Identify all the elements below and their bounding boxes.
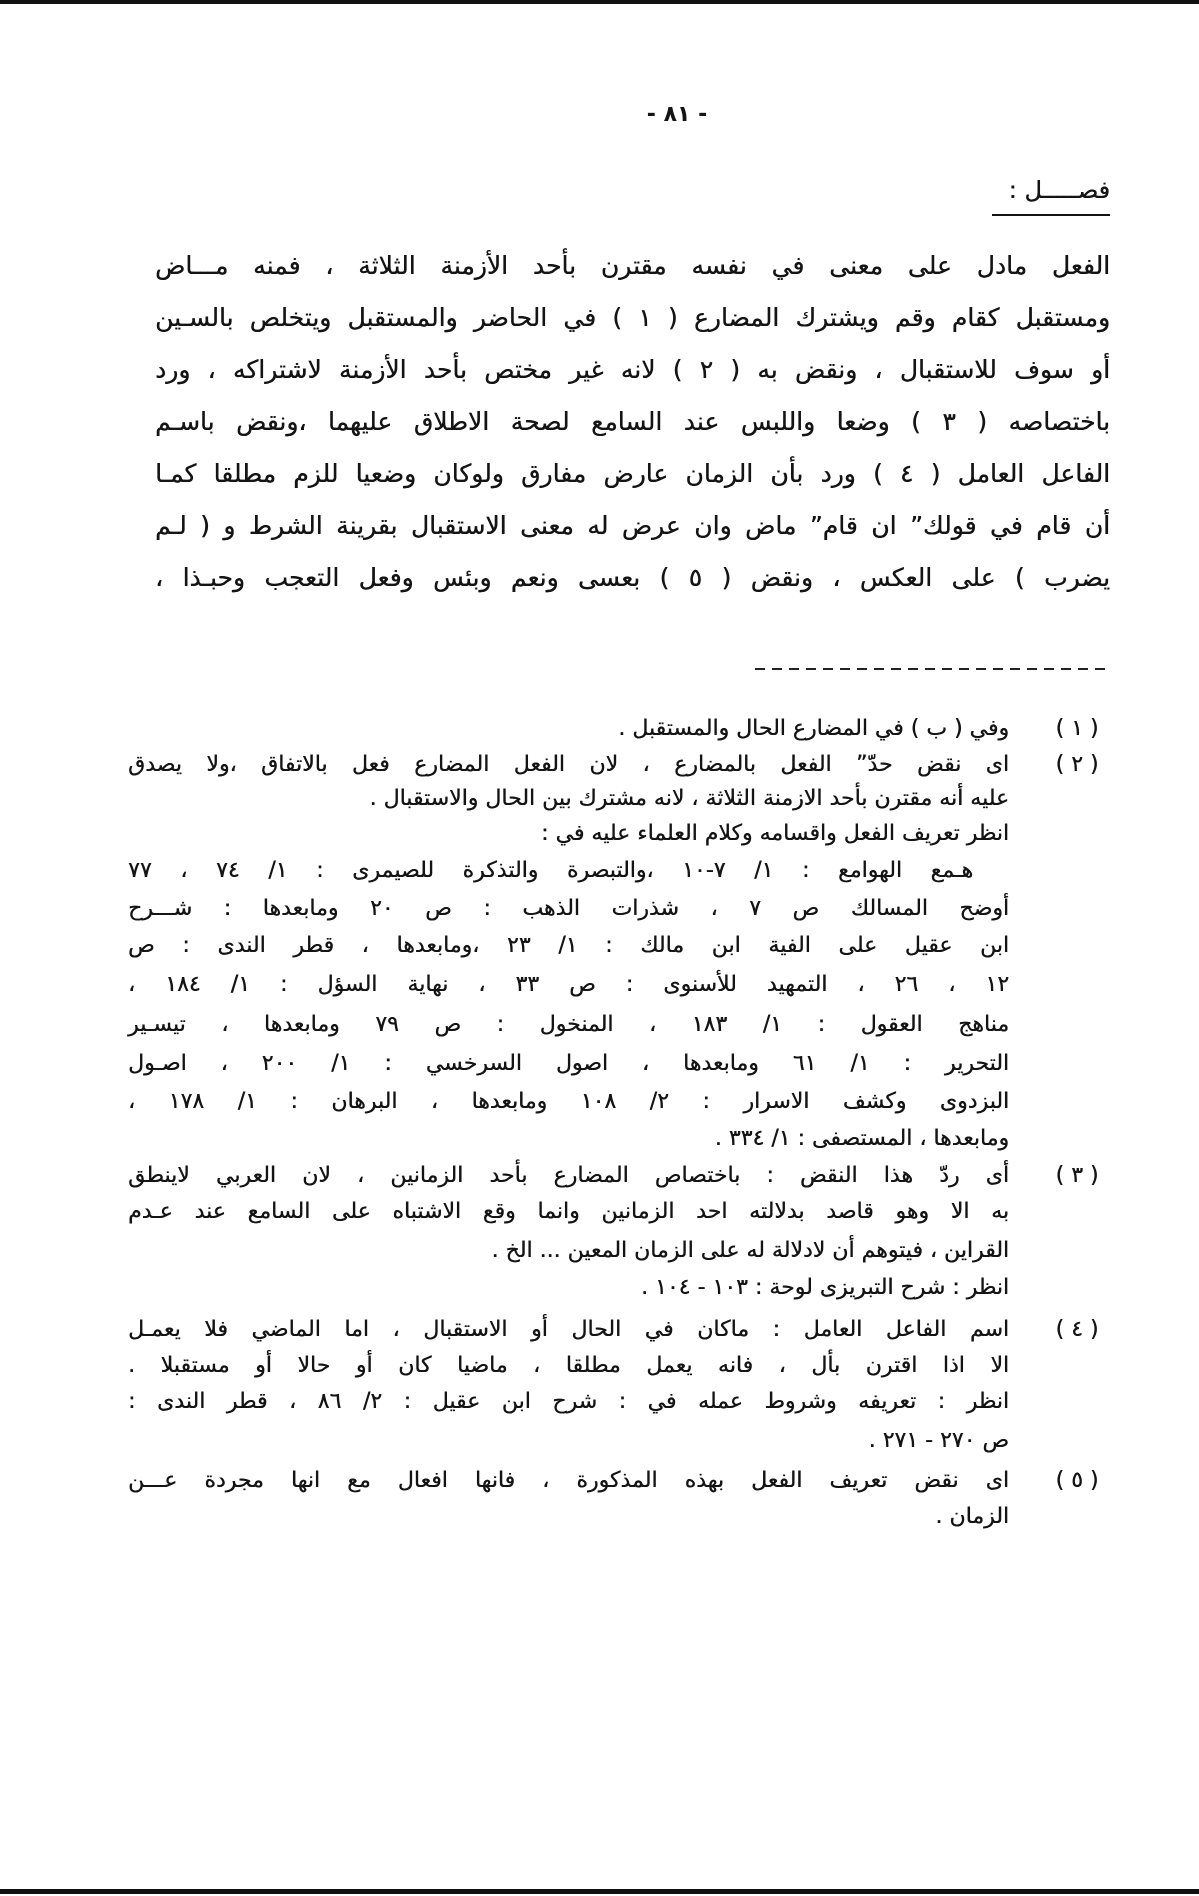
page-number: - ٨١ -: [646, 102, 708, 127]
footnote-line: وفي ( ب ) في المضارع الحال والمستقبل .: [618, 716, 1009, 741]
body-line: أن قام في قولك” ان قام” ماض وان عرض له معنى الاستقبال بقرينة الشرط و ( لـم: [155, 511, 1110, 540]
heading-underline: [992, 214, 1110, 216]
footnote-line: ١٢ ، ٢٦ ، التمهيد للأسنوى : ص ٣٣ ، نهاية السؤل : ١/ ١٨٤ ،: [128, 972, 1010, 997]
body-line: أو سوف للاستقبال ، ونقض به ( ٢ ) لانه غير مختص بأحد الأزمنة لاشتراكه ، ورد: [155, 355, 1110, 384]
footnote-line: أوضح المسالك ص ٧ ، شذرات الذهب : ص ٢٠ ومابعدها : شـــرح: [128, 896, 1009, 921]
footnote-line: انظر تعريف الفعل واقسامه وكلام العلماء عليه في :: [541, 821, 1009, 846]
footnote-line: انظر : تعريفه وشروط عمله في : شرح ابن عقيل : ٢/ ٨٦ ، قطر الندى :: [128, 1389, 1009, 1414]
footnote-line: به الا وهو قاصد بدلالته احد الزمانين وانما وقع الاشتباه على السامع عند عـدم: [128, 1199, 1009, 1224]
footnote-line: اى نقض تعريف الفعل بهذه المذكورة ، فانها افعال مع انها مجردة عـــن: [128, 1468, 1009, 1493]
footnote-number: ( ٤ ): [1055, 1317, 1099, 1342]
footnote-line: عليه أنه مقترن بأحد الازمنة الثلاثة ، لانه مشترك بين الحال والاستقبال .: [369, 786, 1009, 811]
footnote-line: الزمان .: [935, 1504, 1009, 1529]
footnote-line: اى نقض حدّ” الفعل بالمضارع ، لان الفعل المضارع فعل بالاتفاق ،ولا يصدق: [128, 752, 1009, 777]
footnote-number: ( ٣ ): [1055, 1163, 1099, 1188]
body-line: الفعل مادل على معنى في نفسه مقترن بأحد الأزمنة الثلاثة ، فمنه مـــاض: [155, 251, 1110, 280]
footnote-separator: [755, 668, 1106, 670]
footnote-line: التحرير : ١/ ٦١ ومابعدها ، اصول السرخسي : ١/ ٢٠٠ ، اصـول: [128, 1051, 1009, 1076]
footnote-line: ومابعدها ، المستصفى : ١/ ٣٣٤ .: [714, 1126, 1009, 1151]
footnote-line: ابن عقيل على الفية ابن مالك : ١/ ٢٣ ،ومابعدها ، قطر الندى : ص: [128, 933, 1009, 958]
footnote-number: ( ٥ ): [1055, 1468, 1099, 1493]
footnote-line: الا اذا اقترن بأل ، فانه يعمل مطلقا ، ماضيا كان أو حالا أو مستقبلا .: [128, 1353, 1009, 1378]
body-line: باختصاصه ( ٣ ) وضعا واللبس عند السامع لصحة الاطلاق عليهما ،ونقض باسـم: [155, 407, 1110, 436]
footnote-line: انظر : شرح التبريزى لوحة : ١٠٣ - ١٠٤ .: [641, 1275, 1009, 1300]
page-top-border: [0, 0, 1199, 4]
footnote-line: القراين ، فيتوهم أن لادلالة له على الزمان المعين ... الخ .: [491, 1238, 1009, 1263]
body-line: الفاعل العامل ( ٤ ) ورد بأن الزمان عارض مفارق ولوكان وضعيا للزم مطلقا كمـا: [155, 459, 1110, 488]
chapter-heading: فصـــــل :: [1008, 176, 1110, 204]
body-line: يضرب ) على العكس ، ونقض ( ٥ ) بعسى ونعم وبئس وفعل التعجب وحبـذا ،: [155, 563, 1110, 592]
footnote-line: مناهج العقول : ١/ ١٨٣ ، المنخول : ص ٧٩ ومابعدها ، تيسـير: [128, 1012, 1010, 1037]
page-bottom-border: [0, 1889, 1199, 1894]
footnote-line: هـمع الهوامع : ١/ ٧-١٠ ،والتبصرة والتذكرة للصيمرى : ١/ ٧٤ ، ٧٧: [128, 858, 974, 883]
footnote-line: ص ٢٧٠ - ٢٧١ .: [868, 1428, 1009, 1453]
footnote-line: البزدوى وكشف الاسرار : ٢/ ١٠٨ ومابعدها ، البرهان : ١/ ١٧٨ ،: [128, 1089, 1010, 1114]
footnote-line: أى ردّ هذا النقض : باختصاص المضارع بأحد الزمانين ، لان العربي لاينطق: [128, 1163, 1009, 1188]
footnote-number: ( ١ ): [1055, 716, 1099, 741]
footnote-number: ( ٢ ): [1055, 752, 1099, 777]
footnote-line: اسم الفاعل العامل : ماكان في الحال أو الاستقبال ، اما الماضي فلا يعمـل: [128, 1317, 1009, 1342]
body-line: ومستقبل كقام وقم ويشترك المضارع ( ١ ) في الحاضر والمستقبل ويتخلص بالسـين: [155, 303, 1110, 332]
